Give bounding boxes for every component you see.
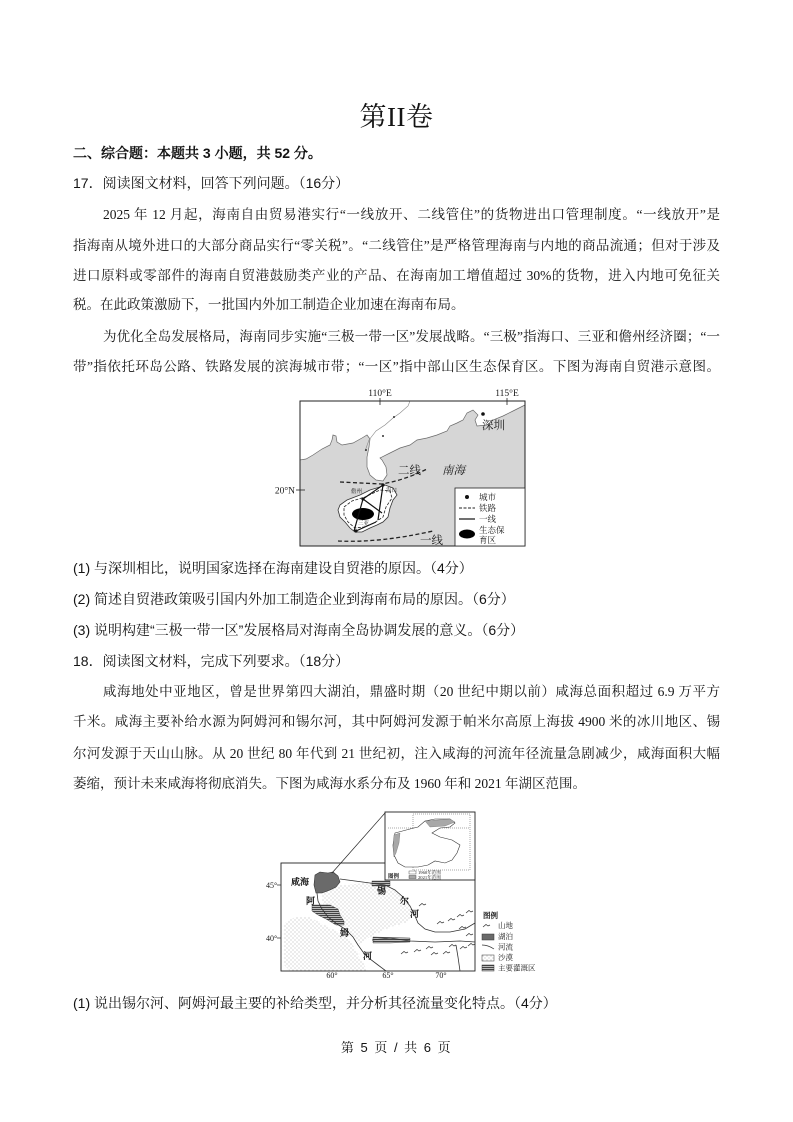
map-legend [455,488,525,546]
longitude-110-label: 110°E [368,389,392,399]
volume-title: 第II卷 [359,102,434,132]
longitude-65-label: 65° [382,971,394,980]
legend-reserve-label: 生态保 [479,525,505,535]
second-line-label: 二线 [398,465,421,477]
city-label-shenzhen: 深圳 [482,420,505,432]
legend-first-line-label: 一线 [479,514,497,524]
paragraph-line: 咸海地处中亚地区，曾是世界第四大湖泊，鼎盛时期（20 世纪中期以前）咸海总面积超过 6.9 万平方 [103,684,720,699]
legend-mountain-label: 山地 [498,921,513,930]
legend-desert-icon [482,955,494,961]
question-17-title: 17．阅读图文材料，回答下列问题。（16分） [73,175,350,191]
legend-railway-label: 铁路 [479,503,497,513]
amu-darya-label: 河 [363,951,373,961]
sea-label: 南海 [442,465,465,477]
amu-darya-label: 阿 [306,896,316,906]
legend-reserve-icon [459,530,475,539]
q17-subquestion-2: (2) 简述自贸港政策吸引国内外加工制造企业到海南布局的原因。（6分） [73,591,515,607]
inset-legend-title: 图例 [388,874,400,880]
amu-darya-label: 姆 [340,928,350,938]
city-dot-sanya [354,529,357,532]
inset-legend-2021-label: 2021年范围 [418,874,441,880]
city-dot-danzhou [361,497,364,500]
inset-legend-1960-label: 1960年范围 [418,870,441,875]
paragraph-line: 指海南从境外进口的大部分商品实行“零关税”。“二线管住”是严格管理海南与内地的商品流通；但对于涉及 [73,238,720,253]
legend-river-icon [482,945,494,949]
longitude-115-label: 115°E [495,389,519,399]
city-dot-haikou [381,483,384,486]
syr-darya-label: 河 [410,909,420,919]
syr-darya-label: 锡 [377,886,387,896]
legend-reserve-label: 育区 [479,535,497,545]
legend-irrigation-icon [482,965,494,971]
paragraph-line: 尔河发源于天山山脉。从 20 世纪 80 年代到 21 世纪初，注入咸海的河流年径流量急剧减少，咸海面积大幅 [73,746,720,761]
legend-city-label: 城市 [479,492,497,502]
first-line-label: 一线 [420,535,443,547]
paragraph-line: 萎缩，预计未来咸海将彻底消失。下图为咸海水系分布及 1960 年和 2021 年湖区范围。 [73,776,586,791]
lake-label: 咸海 [291,877,310,887]
border-dot [393,416,395,418]
legend-mountain-icon [483,925,490,928]
latitude-40-label: 40° [266,934,278,943]
ecological-reserve [352,508,374,520]
paragraph-line: 带”指依托环岛公路、铁路发展的滨海城市带；“一区”指中部山区生态保育区。下图为海南自贸港示意图。 [73,359,720,374]
latitude-20-label: 20°N [274,486,295,497]
aral-map-legend [482,910,536,973]
paragraph-line: 为优化全岛发展格局，海南同步实施“三极一带一区”发展战略。“三极”指海口、三亚和儋州经济圈；“一 [103,329,720,344]
inset-legend-1960-swatch [409,871,416,874]
latitude-45-label: 45° [266,881,278,890]
border-dot [365,449,367,451]
inset-legend-2021-swatch [409,876,416,879]
paragraph-line: 千米。咸海主要补给水源为阿姆河和锡尔河，其中阿姆河发源于帕米尔高原上海拔 4900 米的冰川地区、锡 [73,714,720,729]
legend-lake-icon [482,934,494,940]
legend-desert-label: 沙漠 [498,953,513,962]
question-18-title: 18．阅读图文材料，完成下列要求。（18分） [73,653,350,669]
legend-city-icon [465,495,469,499]
q17-subquestion-1: (1) 与深圳相比，说明国家选择在海南建设自贸港的原因。（4分） [73,560,473,576]
page-indicator: 第 5 页 / 共 6 页 [340,1040,453,1055]
legend-lake-label: 湖泊 [498,932,513,941]
longitude-70-label: 70° [435,971,447,980]
syr-darya-label: 尔 [400,896,410,906]
hainan-free-trade-port-map [270,385,540,555]
section-heading: 二、综合题：本题共 3 小题，共 52 分。 [73,145,322,161]
longitude-60-label: 60° [326,971,338,980]
city-label-sanya: 三亚 [358,521,370,527]
legend-irrigation-label: 主要灌溉区 [498,963,536,973]
legend-title: 图例 [483,911,498,920]
inset-map [385,812,475,881]
city-label-haikou: 海口 [386,488,398,494]
city-dot-shenzhen [481,412,485,416]
paragraph-line: 进口原料或零部件的海南自贸港鼓励类产业的产品、在海南加工增值超过 30%的货物，进入内地可免征关 [73,268,720,283]
q17-subquestion-3: (3) 说明构建“三极一带一区”发展格局对海南全岛协调发展的意义。（6分） [73,622,525,638]
q18-subquestion-1: (1) 说出锡尔河、阿姆河最主要的补给类型，并分析其径流量变化特点。（4分） [73,995,557,1011]
legend-river-label: 河流 [498,942,513,952]
aral-sea-map [260,805,560,980]
city-label-danzhou: 儋州 [351,489,363,495]
paragraph-line: 2025 年 12 月起，海南自由贸易港实行“一线放开、二线管住”的货物进出口管理制度。“一线放开”是 [103,207,720,222]
border-dot [382,435,384,437]
paragraph-line: 税。在此政策激励下，一批国内外加工制造企业加速在海南布局。 [73,297,465,312]
